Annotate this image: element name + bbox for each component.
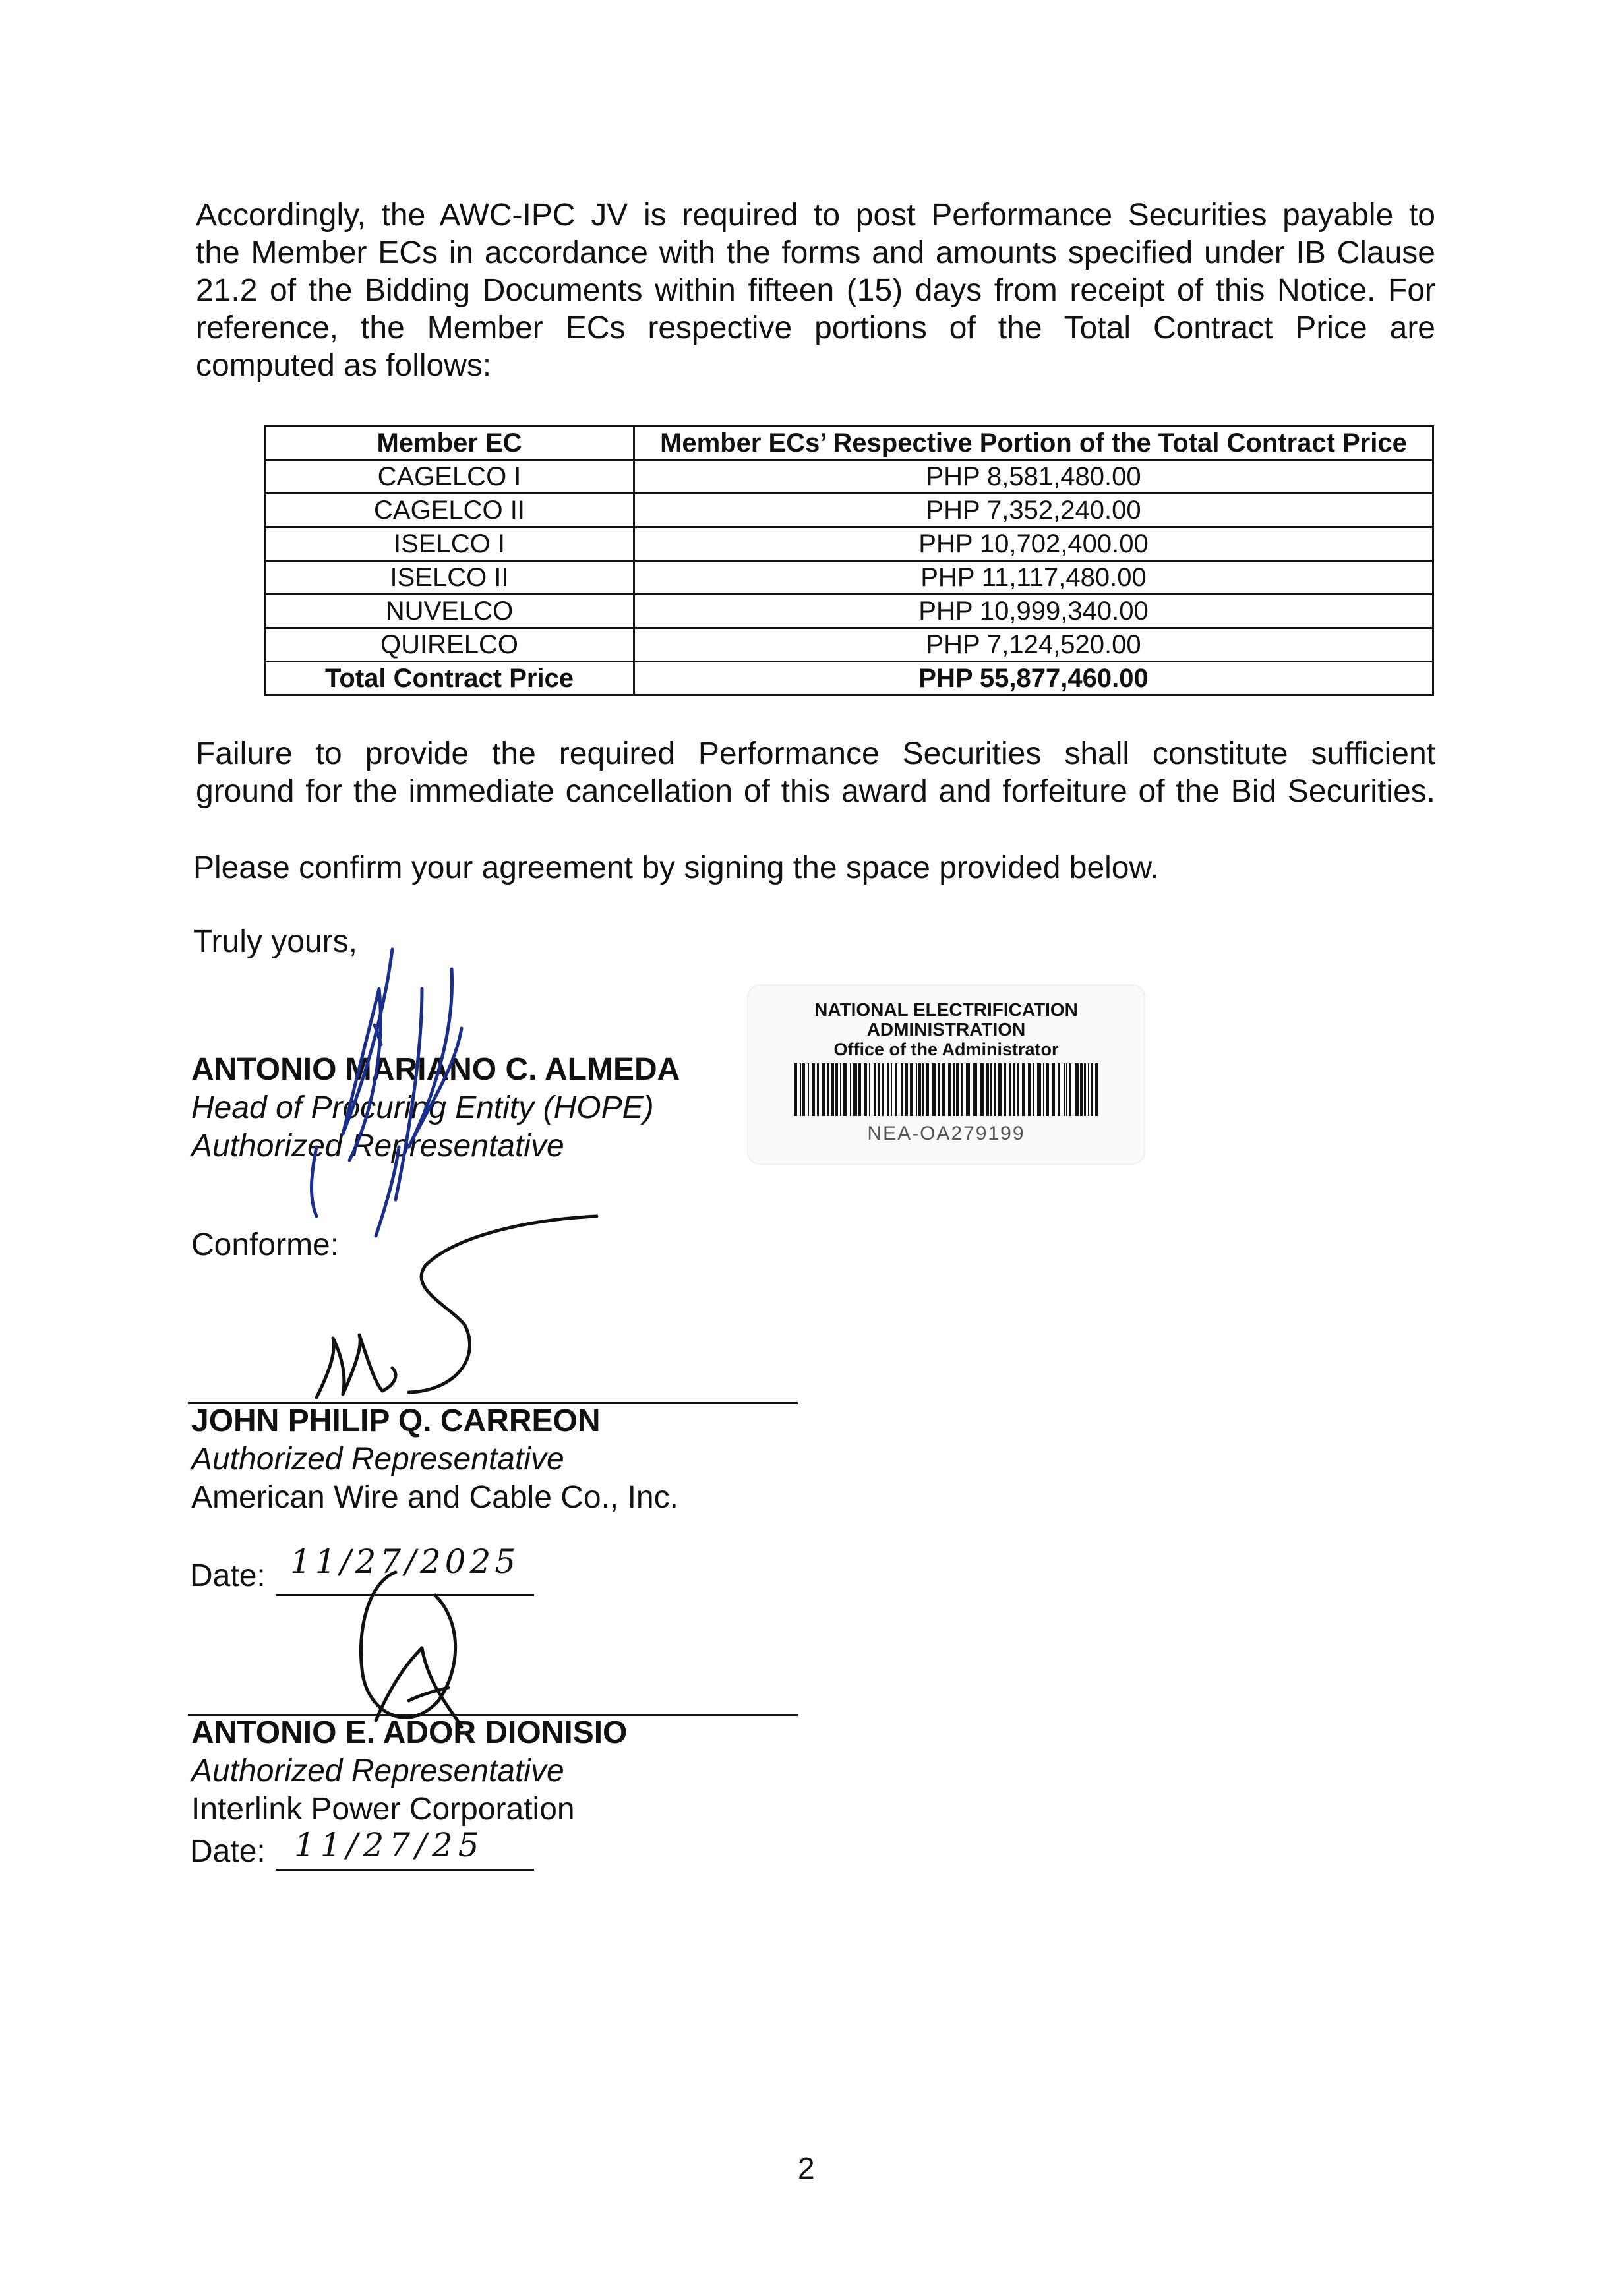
signature-dionisio-icon	[361, 1572, 462, 1727]
signatory3-name: ANTONIO E. ADOR DIONISIO	[191, 1715, 628, 1750]
signature-carreon-icon	[316, 1216, 597, 1398]
member-ec-cell: ISELCO II	[265, 561, 634, 595]
intro-line: reference, the Member ECs respective portions of the Total Contract Price are	[196, 310, 1435, 345]
intro-line: computed as follows:	[196, 348, 492, 383]
intro-line: the Member ECs in accordance with the forms and amounts specified under IB Clause	[196, 235, 1435, 270]
signatory2-role: Authorized Representative	[191, 1442, 564, 1477]
failure-line: Failure to provide the required Performance Securities shall constitute sufficient	[196, 736, 1435, 771]
member-ec-cell: CAGELCO I	[265, 460, 634, 494]
signature-almeda-icon	[312, 949, 462, 1236]
stamp-line1: NATIONAL ELECTRIFICATION	[814, 999, 1078, 1020]
portion-cell: PHP 11,117,480.00	[634, 561, 1433, 595]
signatory2-date-label: Date:	[190, 1558, 266, 1593]
signatory3-company: Interlink Power Corporation	[191, 1792, 575, 1827]
portion-cell: PHP 10,999,340.00	[634, 595, 1433, 628]
stamp-code: NEA-OA279199	[867, 1123, 1025, 1144]
conforme-label: Conforme:	[191, 1227, 340, 1262]
member-ec-cell: NUVELCO	[265, 595, 634, 628]
confirm-text: Please confirm your agreement by signing the space provided below.	[193, 850, 1159, 885]
signatory1-title: Head of Procuring Entity (HOPE)	[191, 1090, 654, 1125]
signatory3-date-label: Date:	[190, 1834, 266, 1869]
stamp-line2: ADMINISTRATION	[866, 1019, 1026, 1040]
member-ec-cell: ISELCO I	[265, 527, 634, 561]
total-label-cell: Total Contract Price	[265, 662, 634, 695]
failure-line: ground for the immediate cancellation of this award and forfeiture of the Bid Securities.	[196, 774, 1435, 809]
signatory1-role: Authorized Representative	[191, 1129, 564, 1163]
total-value-cell: PHP 55,877,460.00	[634, 662, 1433, 695]
column-header-member-ec: Member EC	[265, 427, 634, 460]
intro-line: Accordingly, the AWC-IPC JV is required to post Performance Securities payable to	[196, 198, 1435, 233]
signatory1-name: ANTONIO MARIANO C. ALMEDA	[191, 1052, 680, 1087]
page-number: 2	[798, 2151, 815, 2185]
portion-cell: PHP 10,702,400.00	[634, 527, 1433, 561]
signatory3-date-value: 11/27/25	[294, 1826, 485, 1864]
stamp-line3: Office of the Administrator	[833, 1040, 1059, 1059]
intro-line: 21.2 of the Bidding Documents within fifteen (15) days from receipt of this Notice. For	[196, 273, 1435, 308]
signatory3-role: Authorized Representative	[191, 1753, 564, 1788]
signatory2-name: JOHN PHILIP Q. CARREON	[191, 1403, 601, 1438]
closing-text: Truly yours,	[193, 924, 357, 959]
portion-cell: PHP 7,352,240.00	[634, 494, 1433, 527]
column-header-portion: Member ECs’ Respective Portion of the Total Contract Price	[634, 427, 1433, 460]
member-ec-cell: QUIRELCO	[265, 628, 634, 662]
member-ec-cell: CAGELCO II	[265, 494, 634, 527]
portion-cell: PHP 8,581,480.00	[634, 460, 1433, 494]
signatory2-date-value: 11/27/2025	[290, 1543, 520, 1581]
signatory2-company: American Wire and Cable Co., Inc.	[191, 1480, 678, 1515]
portion-cell: PHP 7,124,520.00	[634, 628, 1433, 662]
